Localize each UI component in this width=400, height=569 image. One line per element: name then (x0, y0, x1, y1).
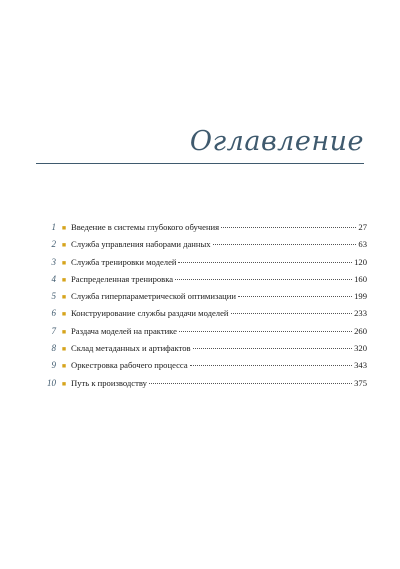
bullet-icon: ■ (61, 293, 67, 302)
bullet-icon: ■ (61, 241, 67, 250)
toc-entry[interactable] (36, 326, 367, 343)
dot-leader (221, 227, 356, 228)
chapter-number: 4 (51, 273, 56, 284)
chapter-number: 5 (51, 291, 56, 302)
chapter-title[interactable]: Склад метаданных и артифактов (71, 343, 191, 354)
toc-entry[interactable] (36, 308, 367, 325)
dot-leader (213, 244, 357, 245)
page-number: 375 (354, 377, 367, 388)
dot-leader (178, 262, 352, 263)
bullet-icon: ■ (61, 224, 67, 232)
table-of-contents (36, 222, 367, 395)
chapter-title[interactable]: Оркестровка рабочего процесса (71, 360, 188, 371)
chapter-number: 1 (51, 222, 56, 232)
page-number: 63 (358, 239, 367, 250)
chapter-title[interactable]: Распределенная тренировка (71, 273, 174, 284)
chapter-title[interactable]: Раздача моделей на практике (71, 325, 177, 336)
page-number: 160 (354, 273, 367, 284)
chapter-number: 8 (51, 343, 56, 354)
chapter-number: 3 (51, 256, 56, 267)
bullet-icon: ■ (61, 275, 67, 284)
page-number: 233 (354, 308, 367, 319)
bullet-icon: ■ (61, 362, 67, 371)
dot-leader (149, 383, 352, 384)
chapter-title[interactable]: Служба тренировки моделей (71, 256, 177, 267)
chapter-title[interactable]: Служба гиперпараметрической оптимизации (71, 291, 236, 302)
dot-leader (238, 296, 352, 297)
page-number: 27 (358, 222, 367, 232)
title-divider (36, 163, 364, 164)
bullet-icon: ■ (61, 258, 67, 267)
chapter-number: 10 (47, 377, 56, 388)
chapter-number: 7 (51, 325, 56, 336)
toc-entry[interactable] (36, 257, 367, 274)
chapter-number: 2 (51, 239, 56, 250)
page-number: 343 (354, 360, 367, 371)
chapter-number: 6 (51, 308, 56, 319)
toc-entry[interactable] (36, 274, 367, 291)
page-number: 120 (354, 256, 367, 267)
page-number: 260 (354, 325, 367, 336)
chapter-title[interactable]: Путь к производству (71, 377, 147, 388)
toc-entry[interactable] (36, 291, 367, 308)
page-number: 320 (354, 343, 367, 354)
chapter-title[interactable]: Служба управления наборами данных (71, 239, 211, 250)
dot-leader (193, 348, 353, 349)
page-number: 199 (354, 291, 367, 302)
dot-leader (190, 365, 352, 366)
toc-entry[interactable] (36, 222, 367, 239)
bullet-icon: ■ (61, 310, 67, 319)
toc-entry[interactable] (36, 360, 367, 377)
chapter-title[interactable]: Конструирование службы раздачи моделей (71, 308, 229, 319)
dot-leader (179, 331, 352, 332)
dot-leader (175, 279, 352, 280)
bullet-icon: ■ (61, 327, 67, 336)
dot-leader (231, 313, 353, 314)
chapter-number: 9 (51, 360, 56, 371)
toc-entry[interactable] (36, 378, 367, 395)
bullet-icon: ■ (61, 379, 67, 388)
toc-entry[interactable] (36, 239, 367, 256)
bullet-icon: ■ (61, 345, 67, 354)
page-title: Оглавление (189, 126, 364, 157)
toc-entry[interactable] (36, 343, 367, 360)
chapter-title[interactable]: Введение в системы глубокого обучения (71, 222, 220, 232)
